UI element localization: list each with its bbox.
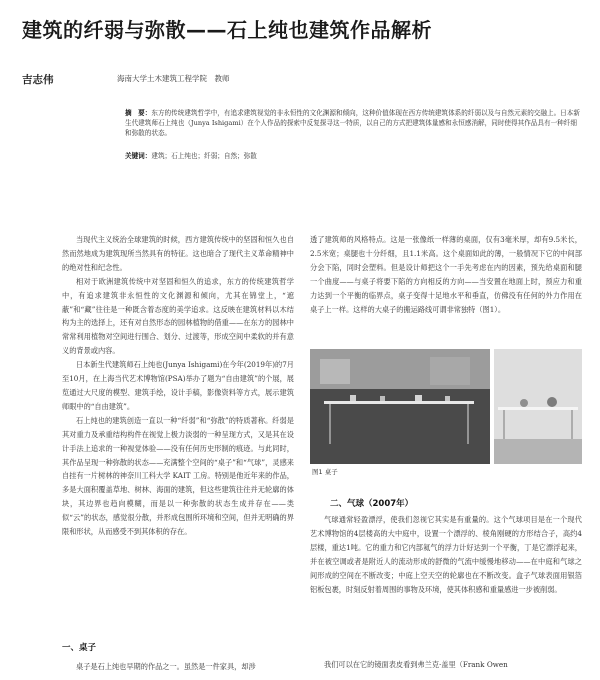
body-column-right bbox=[310, 233, 582, 316]
figure-caption: 图1 桌子 bbox=[312, 468, 338, 476]
section-balloon-text bbox=[310, 513, 582, 596]
table-scene-image bbox=[310, 349, 490, 464]
body-paragraph: 我们可以在它的镜面表皮看到弗兰克·盖里（Frank Owen bbox=[324, 660, 508, 669]
body-paragraph: 石上纯也的建筑创造一直以一种“纤弱”和“弥散”的特质著称。纤弱是其对重力及承重结构构件在视觉上极力淡弱的一种呈现方式，又是其在设计手法上追求的一种视觉体验——没有任何历史形制的痕迹。与此同时，其作品呈现一种弥散的状态——充满整个空间的“桌子”和“气球”，灵感来自挂有一片树林的神奈川工科大学 KAIT 工房。特别是他近年来的作品，多是大面积覆盖草地、树林、海面的建筑，但这些建筑往往并无轮廓的体块，其边界也趋向模糊，而是以一种弥散的状态生成并存在——类似“云”的状态，感觉很分散，并形成包围所环境和空间，但并无明确的界限和形状，从而感受不到其体积的存在。 bbox=[62, 415, 294, 537]
body-paragraph: 日本新生代建筑师石上纯也(Junya Ishigami)在今年(2019年)的7月至10月，在上海当代艺术博物馆(PSA)举办了题为“自由建筑”的个展，展览通过大尺度的模型、建筑手绘，设计手稿，影像资料等方式，展示建筑师眼中的“自由建筑”。 bbox=[62, 360, 294, 411]
section-heading-balloon: 二、气球（2007年） bbox=[330, 499, 414, 509]
keywords bbox=[125, 150, 580, 160]
body-paragraph: 桌子是石上纯也早期的作品之一。虽然是一件家具，却涉 bbox=[76, 662, 256, 671]
author-name: 吉志伟 bbox=[22, 74, 54, 86]
body-last-line bbox=[310, 658, 582, 672]
body-paragraph: 当现代主义统治全球建筑的时候，西方建筑传统中的坚固和恒久也自然而然地成为建筑现所当然具有的特征。这也暗合了现代主义革命精神中的绝对性和纪念性。 bbox=[62, 235, 294, 272]
body-paragraph: 相对于欧洲建筑传统中对坚固和恒久的追求，东方的传统建筑哲学中，有追求建筑非永恒性的文化渊源和倾向，尤其在锦堂上，“遮蔽”和“藏”往往是一种既含着态度的美学追求。这反映在建筑材料以木结构为主的选择上，还有对自然形态的园林植物的借重——在东方的园林中常常利用植物对空间进行围合、划分、过渡等，形成空间中柔软的并有意义的背景或内容。 bbox=[62, 276, 294, 356]
table-detail-image bbox=[494, 349, 582, 464]
abstract bbox=[125, 108, 580, 139]
body-paragraph: 透了建筑师的风格特点。这是一张像纸一样薄的桌面，仅有3毫米厚，却有9.5米长，2.5米宽；桌腿也十分纤细，且1.1米高。这个桌面如此的薄，一般情况下它的中间部分会下陷，同时会塑料。但是设计师把这个一手先考虑在内的因素，预先给桌面和腿一个曲度——与桌子将要下陷的方向相反的方向——当安置在地面上时，预应力和重力达到一个平衡的临界点，桌子变得十足地水平和垂直，仿佛没有任何的外力作用在桌子上一样。这样的大桌子的搬运路线可谓非常独特（图1）。 bbox=[310, 235, 582, 314]
keywords-label: 关键词： bbox=[125, 152, 152, 160]
table-photo-left bbox=[310, 349, 490, 464]
section-table-text bbox=[62, 660, 294, 674]
body-paragraph: 气球通常轻盈漂浮，使我们忽视它其实是有重量的。这个气球项目是在一个现代艺术博物馆的4层楼高的大中庭中，设置一个漂浮的、棱角刚硬的方形结合子，高约4层楼，重达1吨。它的重力和它内部氦气的浮力计好达到一个平衡，丁是它漂浮起来，并在被空调或者是附近人的流动形成的舒微的气流中缓慢地移动——在中庭和气球之间形成的空间在不断改变；中庭上空天空的轮廓也在不断改变。盒子气球表面用银箔铝板包裹，时刻反射着周围的事物及环境，使其体积感和重量感进一步被削弱。 bbox=[310, 515, 582, 594]
paper-title: 建筑的纤弱与弥散——石上纯也建筑作品解析 bbox=[22, 18, 432, 42]
abstract-label: 摘 要： bbox=[125, 109, 152, 117]
figure-table-photo bbox=[310, 349, 582, 464]
abstract-text: 东方的传统建筑哲学中，有追求建筑视觉的非永恒性的文化渊源和倾向，这种价值体现在西方传统建筑体系的纤弱以及与自然元素的交融上。日本新生代建筑师石上纯也（Junya Ishigami）在个人作品的探索中反复探寻这一特质，以自己的方式把建筑体量感和永恒感消解，同时使得其作品具有一种纤细和弥散的状态。 bbox=[125, 109, 580, 138]
author-affiliation: 海南大学土木建筑工程学院 教师 bbox=[117, 74, 230, 83]
keywords-text: 建筑；石上纯也；纤弱；自然；弥散 bbox=[151, 152, 257, 160]
section-heading-table: 一、桌子 bbox=[62, 643, 97, 653]
table-photo-right bbox=[494, 349, 582, 464]
body-column-left bbox=[62, 233, 294, 539]
